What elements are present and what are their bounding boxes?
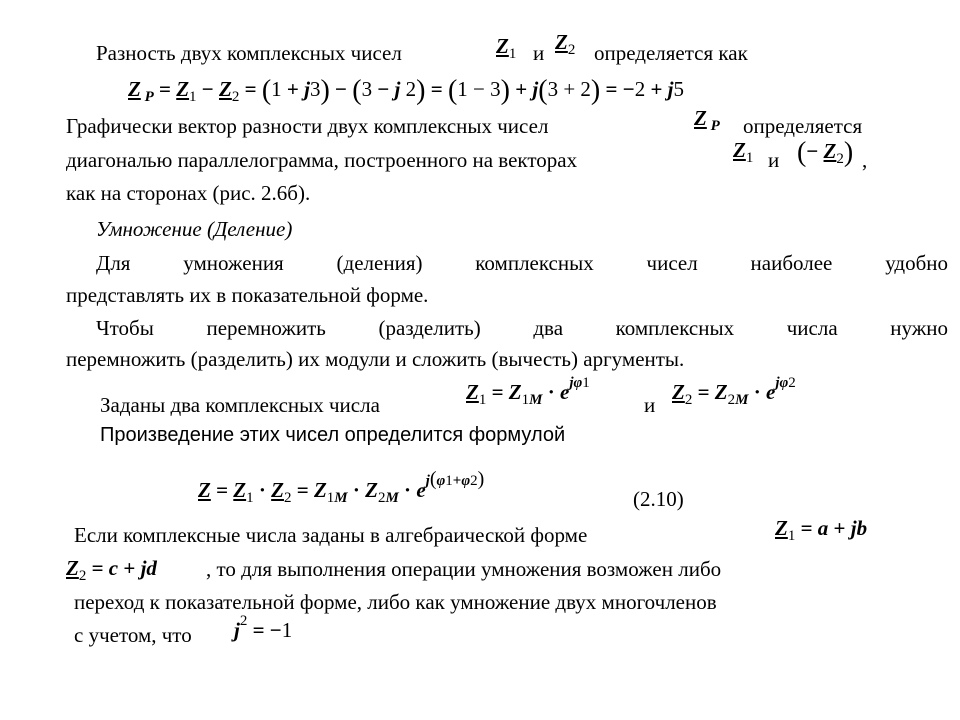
para1-line1-text-post: определяется как [594, 41, 748, 65]
formula-minus-z2: (− $Z_2$) [797, 137, 854, 168]
para1-line1-text-pre: Разность двух комплексных чисел [96, 41, 402, 65]
para6-line3: переход к показательной форме, либо как умножение двух многочленов [74, 590, 717, 614]
para6-line4-text-pre: с учетом, что [74, 623, 192, 647]
para2-line1-text-pre: Графически вектор разности двух комплексных чисел [66, 114, 549, 138]
formula-z2: $Z_2$ [555, 30, 576, 58]
para2-line1-text-post: определяется [743, 114, 863, 138]
formula-j-squared: $j^2 = -1$ [234, 613, 293, 642]
para4-line2: перемножить (разделить) их модули и сложить (вычесть) аргументы. [66, 347, 685, 371]
para2-line2-text-pre: диагональю параллелограмма, построенного на векторах [66, 148, 578, 172]
formula-z1-algebraic: $Z_1 = a$ + jb [775, 516, 868, 544]
formula-zp: Z $_P$ [694, 106, 720, 134]
formula-z1-exponential: $Z_1 = Z_{1M} \cdot e^{j\varphi 1}$ [466, 375, 590, 408]
para1-line1-and: и [533, 41, 545, 65]
para5-line2: Произведение этих чисел определится формулой [100, 424, 566, 446]
equation-number: (2.10) [633, 487, 684, 511]
formula-z2-algebraic: $Z_2 = c$ + jd [66, 556, 157, 584]
formula-z2-exponential: $Z_2 = Z_{2M} \cdot e^{j\varphi 2}$ [672, 375, 796, 408]
para2-line3: как на сторонах (рис. 2.6б). [66, 181, 311, 205]
para2-line2-comma: , [862, 148, 868, 172]
section-heading-multiplication: Умножение (Деление) [96, 217, 293, 241]
para6-line2-text-post: , то для выполнения операции умножения возможен либо [206, 557, 722, 581]
formula-z1: $Z_1$ [496, 34, 517, 62]
para3-line1: Для умножения (деления) комплексных чисел наиболее удобно [96, 251, 948, 275]
para2-line2-and: и [768, 148, 780, 172]
equation-product: $Z = Z_1 \cdot Z_2 = Z_{1M} \cdot Z_{2M} \cdot e^{j(\varphi 1+\varphi 2)}$ [198, 468, 485, 506]
para6-line1-text-pre: Если комплексные числа заданы в алгебраической форме [74, 523, 588, 547]
para5-line1-text-pre: Заданы два комплексных числа [100, 393, 380, 417]
para4-line1: Чтобы перемножить (разделить) два комплексных числа нужно [96, 316, 948, 340]
equation-difference: Z $_P = Z_1 - Z_2 = (1 + j3) - (3 - j$ 2) = (1 − 3) + j(3 + 2) = −2 + j5 [128, 75, 684, 106]
para3-line2: представлять их в показательной форме. [66, 283, 429, 307]
para5-line1-and: и [644, 393, 656, 417]
formula-z1-vector: $Z_1$ [733, 138, 754, 166]
